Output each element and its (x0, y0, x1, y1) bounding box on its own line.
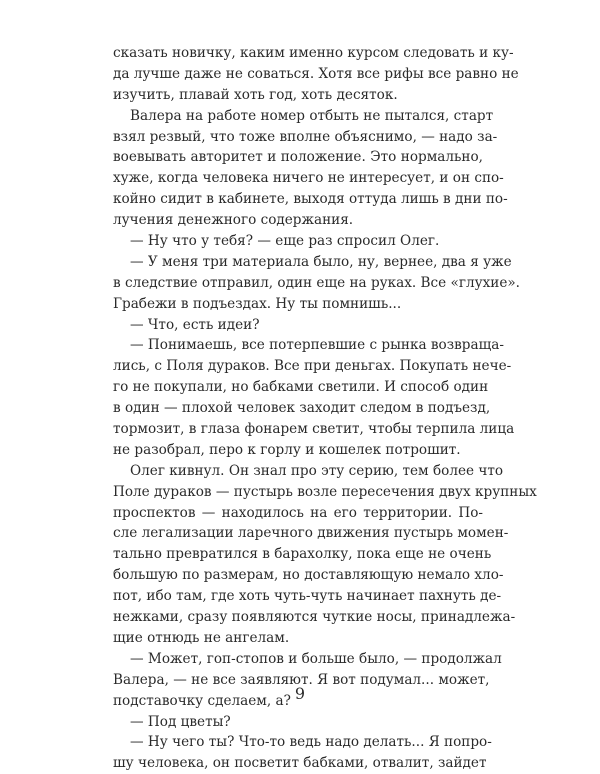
text-line: щие отнюдь не ангелам. (113, 629, 290, 646)
page-number: 9 (294, 684, 306, 703)
text-line: — У меня три материала было, ну, вернее, два я уже (130, 253, 512, 270)
text-line: Валера на работе номер отбыть не пытался, старт (130, 107, 494, 124)
text-line: в следствие отправил, один еще на руках. Все «глухие». (113, 274, 521, 291)
text-line: го не покупали, но бабками светили. И способ один (113, 379, 489, 396)
text-line: проспектов — находилось на его территории. По- (113, 504, 483, 521)
text-line: — Понимаешь, все потерпевшие с рынка возвраща- (130, 337, 504, 354)
text-line: Грабежи в подъездах. Ну ты помнишь... (113, 295, 402, 312)
text-line: сле легализации ларечного движения пустырь момен- (113, 525, 509, 542)
text-line: нежками, сразу появляются чуткие носы, принадлежа- (113, 609, 516, 626)
text-line: хуже, когда человека ничего не интересует, и он спо- (113, 170, 504, 187)
text-line: шу человека, он посветит бабками, отвалит, зайдет (113, 755, 487, 772)
text-line: подставочку сделаем, а? (113, 692, 291, 709)
text-line: в один — плохой человек заходит следом в подъезд, (113, 400, 491, 417)
text-line: лучения денежного содержания. (113, 212, 354, 229)
text-line: воевывать авторитет и положение. Это нормально, (113, 149, 483, 166)
text-line: большую по размерам, но доставляющую немало хло- (113, 567, 504, 584)
text-line: да лучше даже не соваться. Хотя все рифы все равно не (113, 65, 519, 82)
text-line: взял резвый, что тоже вполне объяснимо, — надо за- (113, 128, 498, 145)
text-line: не разобрал, перо к горлу и кошелек потрошит. (113, 441, 461, 458)
text-line: Валера, — не все заявляют. Я вот подумал... может, (113, 671, 490, 688)
text-line: тормозит, в глаза фонарем светит, чтобы терпила лица (113, 421, 515, 438)
text-line: лись, с Поля дураков. Все при деньгах. Покупать нече- (113, 358, 512, 375)
text-line: койно сидит в кабинете, выходя оттуда лишь в дни по- (113, 191, 508, 208)
text-line: изучить, плавай хоть год, хоть десяток. (113, 86, 398, 103)
text-line: — Может, гоп-стопов и больше было, — продолжал (130, 650, 502, 667)
text-line: — Ну чего ты? Что-то ведь надо делать... Я попро- (130, 734, 492, 751)
text-line: — Что, есть идеи? (130, 316, 260, 333)
text-line: пот, ибо там, где хоть чуть-чуть начинает пахнуть де- (113, 588, 502, 605)
text-line: — Ну что у тебя? — еще раз спросил Олег. (130, 233, 440, 250)
text-line: Поле дураков — пустырь возле пересечения двух крупных (113, 483, 537, 500)
text-line: тально превратился в барахолку, пока еще не очень (113, 546, 492, 563)
text-line: — Под цветы? (130, 713, 231, 730)
text-line: Олег кивнул. Он знал про эту серию, тем более что (130, 462, 504, 479)
text-line: сказать новичку, каким именно курсом следовать и ку- (113, 45, 514, 61)
body-text (113, 43, 537, 774)
